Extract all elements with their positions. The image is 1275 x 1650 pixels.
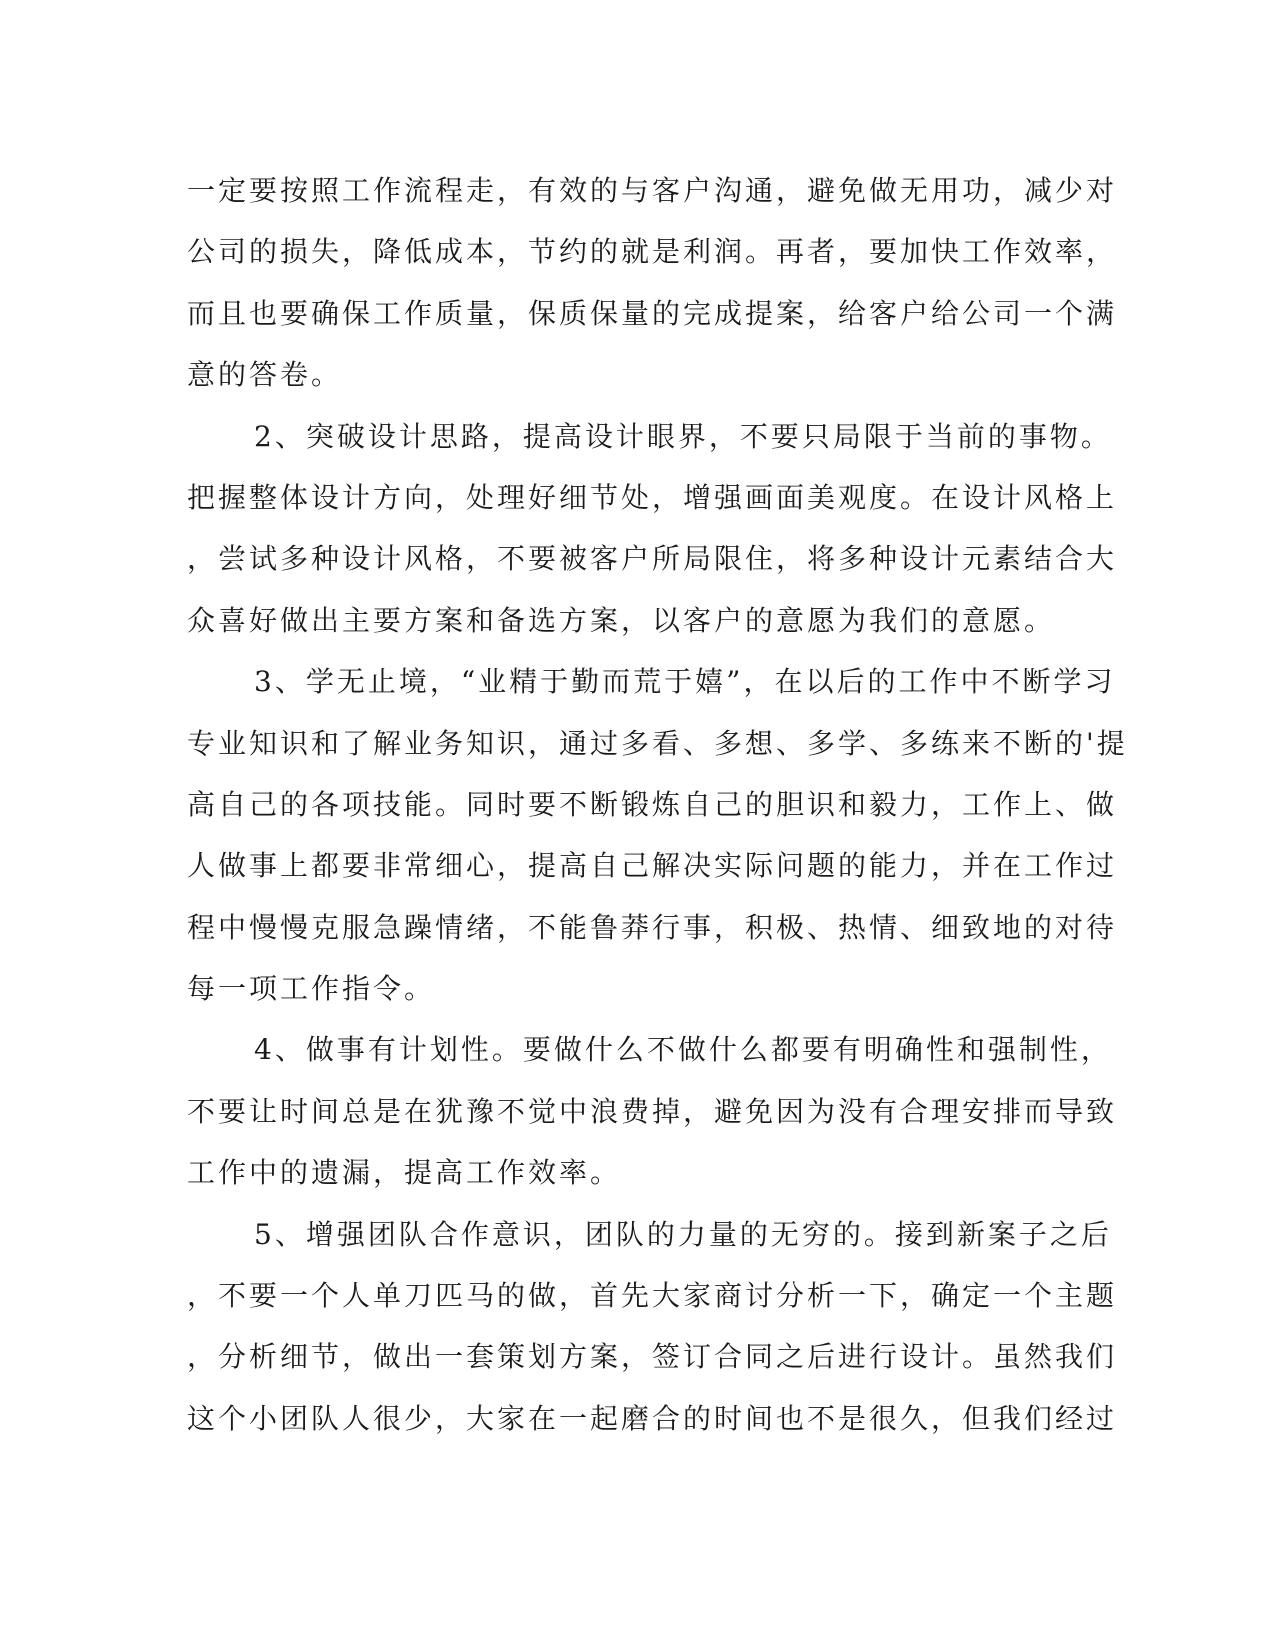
- text-line: 每一项工作指令。: [187, 972, 436, 1006]
- paragraph-3-first-line: 3、学无止境，“业精于勤而荒于嬉”，在以后的工作中不断学习: [254, 665, 1116, 699]
- text-line: 人做事上都要非常细心，提高自己解决实际问题的能力，并在工作过: [187, 849, 1118, 883]
- text-line: 专业知识和了解业务知识，通过多看、多想、多学、多练来不断的'提: [187, 726, 1128, 760]
- text-line: 把握整体设计方向，处理好细节处，增强画面美观度。在设计风格上: [187, 480, 1118, 514]
- text-line: 工作中的遗漏，提高工作效率。: [187, 1156, 622, 1190]
- text-line: 这个小团队人很少，大家在一起磨合的时间也不是很久，但我们经过: [187, 1401, 1118, 1435]
- text-line: 众喜好做出主要方案和备选方案，以客户的意愿为我们的意愿。: [187, 603, 1056, 637]
- text-line: ，分析细节，做出一套策划方案，签订合同之后进行设计。虽然我们: [187, 1340, 1118, 1374]
- paragraph-5-first-line: 5、增强团队合作意识，团队的力量的无穷的。接到新案子之后: [254, 1217, 1112, 1251]
- text-line: ，不要一个人单刀匹马的做，首先大家商讨分析一下，确定一个主题: [187, 1279, 1118, 1313]
- text-line: 公司的损失，降低成本，节约的就是利润。再者，要加快工作效率，: [187, 235, 1118, 269]
- text-line: 程中慢慢克服急躁情绪，不能鲁莽行事，积极、热情、细致地的对待: [187, 910, 1118, 944]
- text-line: 高自己的各项技能。同时要不断锻炼自己的胆识和毅力，工作上、做: [187, 787, 1118, 821]
- text-line: 意的答卷。: [187, 358, 343, 392]
- body-text: [187, 160, 1128, 1449]
- paragraph-4-first-line: 4、做事有计划性。要做什么不做什么都要有明确性和强制性，: [254, 1033, 1112, 1067]
- text-line: 一定要按照工作流程走，有效的与客户沟通，避免做无用功，减少对: [187, 174, 1118, 207]
- text-line: 不要让时间总是在犹豫不觉中浪费掉，避免因为没有合理安排而导致: [187, 1094, 1118, 1128]
- paragraph-2-first-line: 2、突破设计思路，提高设计眼界，不要只局限于当前的事物。: [254, 419, 1112, 453]
- text-line: ，尝试多种设计风格，不要被客户所局限住，将多种设计元素结合大: [187, 542, 1118, 576]
- text-line: 而且也要确保工作质量，保质保量的完成提案，给客户给公司一个满: [187, 296, 1118, 330]
